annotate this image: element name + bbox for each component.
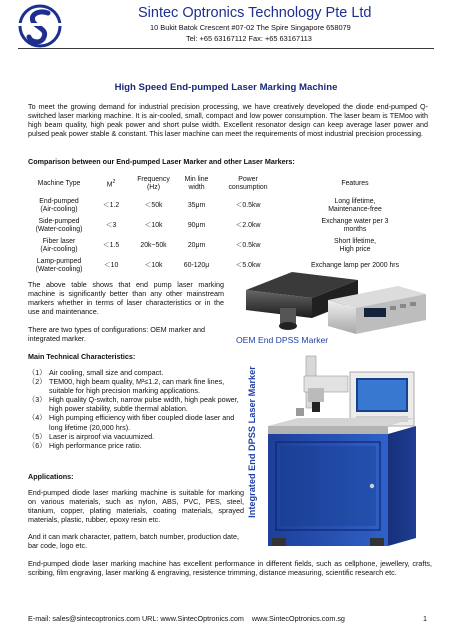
list-item <box>28 377 242 395</box>
cell-machine-type: Fiber laser (Air-cooling) <box>40 238 78 253</box>
list-text: High performance price ratio. <box>49 440 142 450</box>
list-number: （4） <box>28 413 47 423</box>
oem-marker-caption: OEM End DPSS Marker <box>236 335 329 345</box>
website-link-sg[interactable]: www.SintecOptronics.com.sg <box>251 614 345 623</box>
table-row <box>28 236 432 256</box>
integrated-marker-image <box>262 352 420 550</box>
comparison-table <box>28 172 432 276</box>
list-text: TEM00, high beam quality, M²≤1.2, can mark fine lines, suitable for high precision marking applications. <box>49 377 225 396</box>
applications-heading: Applications: <box>28 472 74 481</box>
page-title: High Speed End-pumped Laser Marking Machine <box>114 82 338 93</box>
cell-power: ＜0.5kw <box>235 202 261 209</box>
performance-paragraph: End-pumped diode laser marking machine has excellent performance in different fields, such as cellphone, jewellery, crafts, scribing, film engraving, laser marking & engraving, resistence trimming, distance measuring, scientific research etc. <box>28 559 432 578</box>
cell-line-width: 20μm <box>187 242 206 249</box>
cell-features: Exchange water per 3 months <box>321 218 389 233</box>
header-machine-type: Machine Type <box>37 180 81 187</box>
sintec-logo-icon <box>18 3 62 49</box>
comparison-heading: Comparison between our End-pumped Laser Marker and other Laser Markers: <box>28 157 295 166</box>
header-power-consumption: Power consumption <box>228 176 268 191</box>
applications-paragraph: End-pumped diode laser marking machine is suitable for marking on various materials, such as nylon, ABS, PVC, PES, steel, titanium, copper, plating materials, coating materials, sprayed materials, plastic, rubber, epoxy resin etc. <box>28 488 244 525</box>
list-text: Laser is airproof via vacuumized. <box>49 431 155 441</box>
list-item <box>28 413 242 431</box>
cell-features: Short lifetime, High price <box>333 238 377 253</box>
table-header-row <box>28 172 432 196</box>
table-note-paragraph: The above table shows that end pump laser marking machine is significantly better than any other mainstream markers whether in terms of laser characteristics or in the use and maintenance. <box>28 280 224 317</box>
cell-power: ＜2.0kw <box>235 222 261 229</box>
cell-frequency: ＜10k <box>144 222 163 229</box>
configurations-paragraph: There are two types of configurations: OEM marker and integrated marker. <box>28 325 205 344</box>
cell-machine-type: End-pumped (Air-cooling) <box>39 198 79 213</box>
list-number: （5） <box>28 431 47 441</box>
intro-paragraph: To meet the growing demand for industrial precision processing, we have creatively developed the diode end-pumped Q-switched laser marking machine. It is air-cooled, small, compact and low power consumption. The laser beam is TEMoo with high beam quality, high peak power and short pulse width. Excellent resonator design can keep average laser power and pulsed peak power stable & constant. This laser machine can meet the requirements of most industrial precision processing. <box>28 102 428 139</box>
list-text: Air cooling, small size and compact. <box>49 368 164 377</box>
url-label: URL: <box>141 614 159 623</box>
header-frequency: Frequency (Hz) <box>137 176 170 191</box>
list-number: （6） <box>28 440 47 450</box>
cell-machine-type: Side-pumped (Water-cooling) <box>35 218 83 233</box>
tech-list <box>28 368 242 450</box>
cell-power: ＜5.0kw <box>235 262 261 269</box>
header-min-line-width: Min line width <box>184 176 209 191</box>
cell-features: Exchange lamp per 2000 hrs <box>310 262 400 269</box>
page-number: 1 <box>423 614 427 623</box>
cell-frequency: ＜10k <box>144 262 163 269</box>
cell-m2: ＜1.5 <box>102 242 120 249</box>
oem-marker-image <box>244 268 428 336</box>
website-link[interactable]: www.SintecOptronics.com <box>160 614 244 623</box>
header-divider <box>18 48 434 49</box>
header-features: Features <box>341 180 369 187</box>
list-item <box>28 432 242 441</box>
cell-power: ＜0.5kw <box>235 242 261 249</box>
table-row <box>28 196 432 216</box>
company-contact: Tel: +65 63167112 Fax: +65 63167113 <box>186 34 312 43</box>
company-name: Sintec Optronics Technology Pte Ltd <box>138 5 372 21</box>
list-number: （2） <box>28 377 47 387</box>
cell-line-width: 90μm <box>187 222 206 229</box>
marking-paragraph: And it can mark character, pattern, batch number, production date, bar code, logo etc. <box>28 532 239 551</box>
list-text: High quality Q-switch, narrow pulse width, high peak power, high power stability, subtle thermal ablation. <box>49 395 239 414</box>
header-m2: $M^2$ <box>106 179 116 189</box>
list-number: （3） <box>28 395 47 405</box>
integrated-marker-caption <box>241 345 261 539</box>
company-address: 10 Bukit Batok Crescent #07-02 The Spire Singapore 658079 <box>150 23 351 32</box>
cell-m2: ＜1.2 <box>102 202 120 209</box>
footer-contact <box>28 614 345 623</box>
table-row <box>28 216 432 236</box>
list-item <box>28 441 242 450</box>
cell-machine-type: Lamp-pumped (Water-cooling) <box>35 258 83 273</box>
cell-line-width: 60-120μ <box>183 262 210 269</box>
cell-m2: ＜10 <box>103 262 119 269</box>
list-text: High pumping efficiency with fiber coupled diode laser and long lifetime (20,000 hrs). <box>49 413 235 432</box>
cell-line-width: 35μm <box>187 202 206 209</box>
list-item <box>28 368 242 377</box>
list-item <box>28 395 242 413</box>
list-number: （1） <box>28 368 47 377</box>
email-link[interactable]: sales@sintecoptronics.com <box>52 614 140 623</box>
svg-text:Integrated End DPSS Laser Mark: Integrated End DPSS Laser Marker <box>247 366 257 518</box>
tech-heading: Main Technical Characteristics: <box>28 352 136 361</box>
email-label: E-mail: <box>28 614 51 623</box>
cell-frequency: ＜50k <box>144 202 163 209</box>
cell-features: Long lifetime, Maintenance-free <box>328 198 382 213</box>
cell-frequency: 20k~50k <box>140 242 167 249</box>
cell-m2: ＜3 <box>105 222 117 229</box>
